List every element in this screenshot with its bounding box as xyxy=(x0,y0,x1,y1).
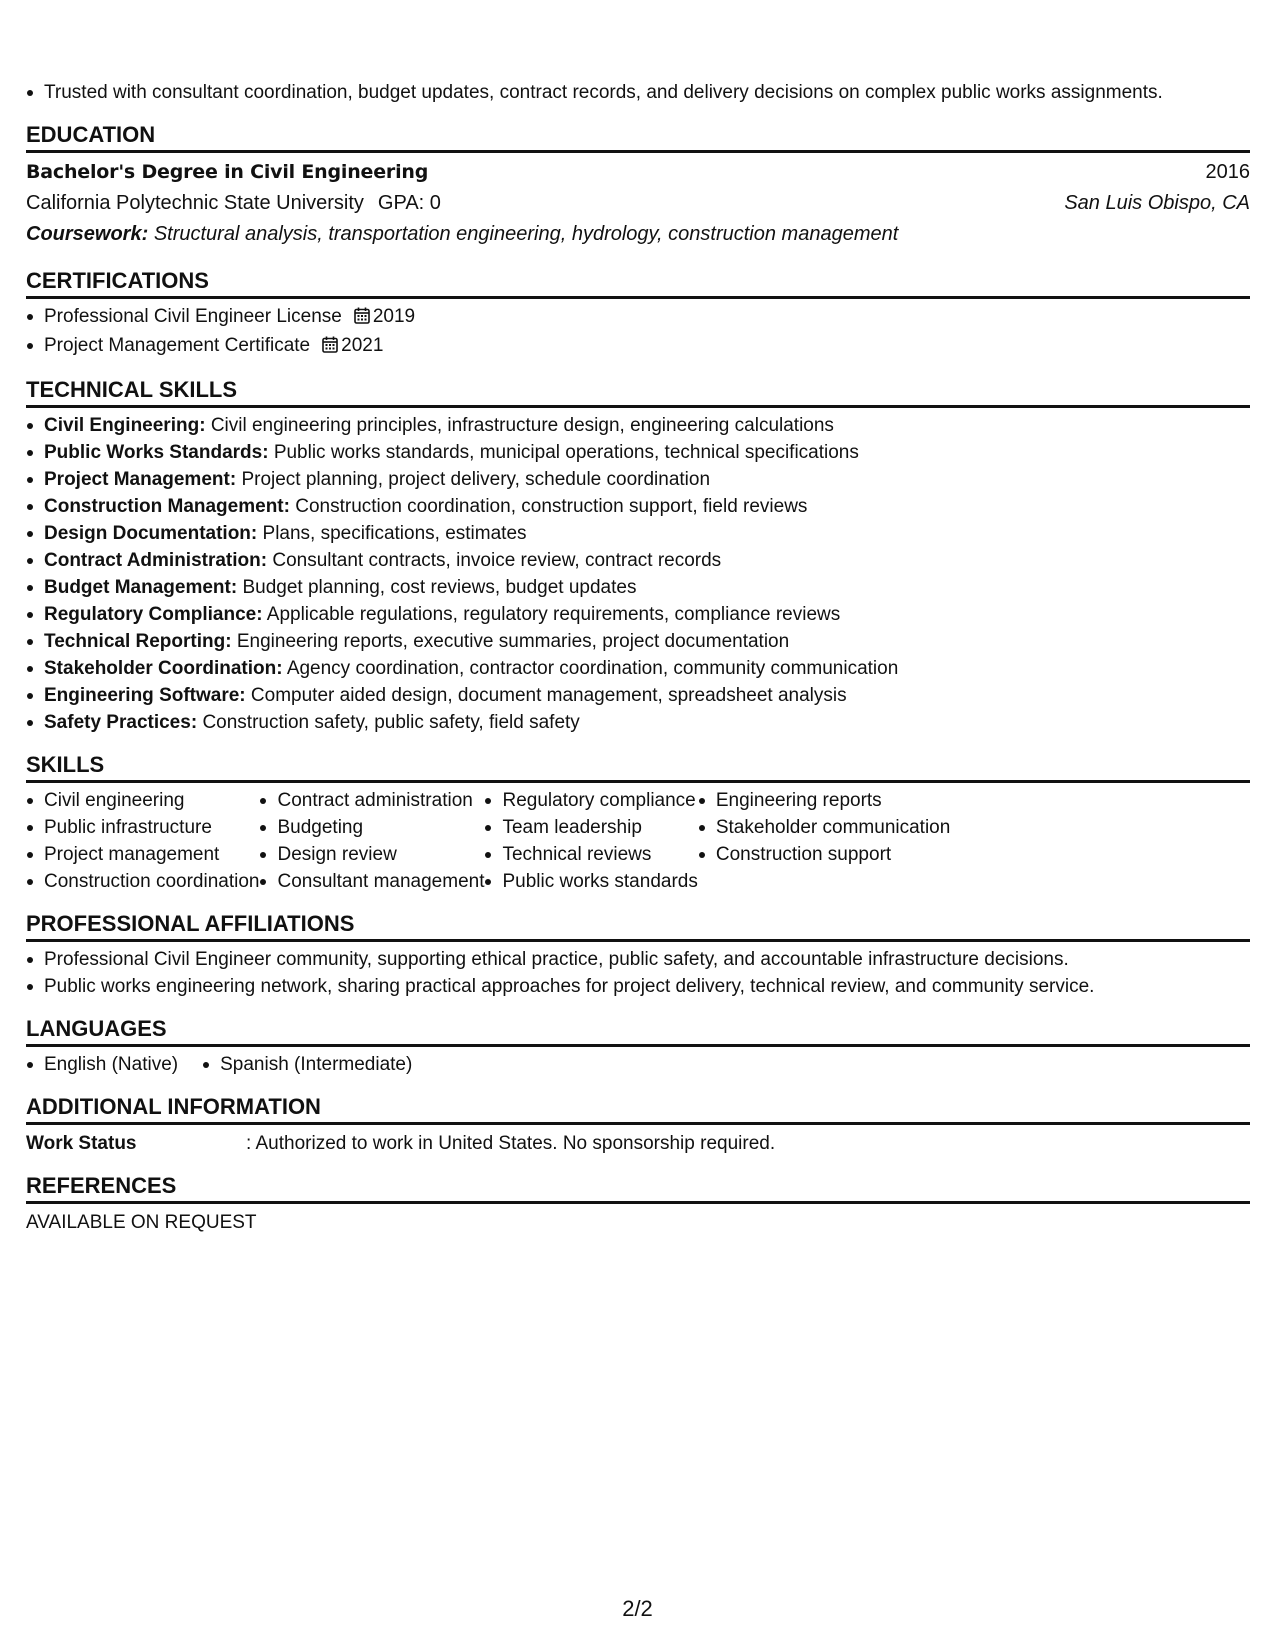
work-status-value: : Authorized to work in United States. No sponsorship required. xyxy=(246,1133,776,1154)
section-heading: EDUCATION xyxy=(26,118,1250,153)
section-heading: LANGUAGES xyxy=(26,1012,1250,1047)
skill-item: Design review xyxy=(259,841,484,868)
technical-skill-item xyxy=(26,520,1250,547)
section-heading: REFERENCES xyxy=(26,1169,1250,1204)
certification-year: 2019 xyxy=(372,306,416,327)
page-number: 2/2 xyxy=(622,1596,653,1621)
technical-skill-item xyxy=(26,682,1250,709)
skill-category-text: Construction coordination, construction support, field reviews xyxy=(295,496,808,517)
skill-item: Project management xyxy=(26,841,259,868)
skill-category-label: Contract Administration: xyxy=(44,550,268,571)
skill-category-label: Design Documentation: xyxy=(44,523,258,544)
section-heading: TECHNICAL SKILLS xyxy=(26,373,1250,408)
certification-year: 2021 xyxy=(341,335,384,356)
certification-item xyxy=(26,303,1250,332)
skills-column xyxy=(484,787,697,895)
list-item: Trusted with consultant coordination, budget updates, contract records, and delivery decisions on complex public works assignments. xyxy=(26,79,1250,106)
skills-grid xyxy=(26,787,1250,895)
gpa: GPA: 0 xyxy=(377,192,441,214)
affiliations-section xyxy=(26,907,1250,1000)
skill-item: Civil engineering xyxy=(26,787,259,814)
skill-category-label: Civil Engineering: xyxy=(44,415,206,436)
section-heading: CERTIFICATIONS xyxy=(26,264,1250,299)
technical-skill-item xyxy=(26,439,1250,466)
certification-name: Project Management Certificate xyxy=(44,335,311,356)
skills-column xyxy=(698,787,950,895)
section-heading: ADDITIONAL INFORMATION xyxy=(26,1090,1250,1125)
skill-category-text: Public works standards, municipal operations, technical specifications xyxy=(273,442,859,463)
skill-category-label: Stakeholder Coordination: xyxy=(44,658,283,679)
skill-item: Consultant management xyxy=(259,868,484,895)
skill-category-label: Construction Management: xyxy=(44,496,290,517)
technical-skill-item xyxy=(26,628,1250,655)
skill-category-text: Project planning, project delivery, schedule coordination xyxy=(241,469,711,490)
skills-section xyxy=(26,748,1250,895)
skill-category-text: Construction safety, public safety, field safety xyxy=(202,712,580,733)
language-item: Spanish (Intermediate) xyxy=(202,1051,412,1078)
skill-item: Construction coordination xyxy=(26,868,259,895)
calendar-icon xyxy=(322,334,338,361)
skill-item: Regulatory compliance xyxy=(484,787,697,814)
skill-category-label: Budget Management: xyxy=(44,577,238,598)
coursework-label: Coursework: xyxy=(26,223,149,245)
calendar-icon xyxy=(354,305,370,332)
references-text: AVAILABLE ON REQUEST xyxy=(26,1212,257,1233)
degree-title: Bachelor's Degree in Civil Engineering xyxy=(26,161,429,183)
skill-item: Engineering reports xyxy=(698,787,950,814)
references-section xyxy=(26,1169,1250,1238)
section-heading: SKILLS xyxy=(26,748,1250,783)
graduation-year: 2016 xyxy=(1205,161,1250,183)
skill-item: Contract administration xyxy=(259,787,484,814)
technical-skill-item xyxy=(26,547,1250,574)
technical-skills-list xyxy=(26,412,1250,736)
skill-item: Public works standards xyxy=(484,868,697,895)
work-status-label: Work Status xyxy=(26,1133,137,1154)
skill-category-text: Engineering reports, executive summaries, project documentation xyxy=(236,631,790,652)
skill-category-label: Public Works Standards: xyxy=(44,442,269,463)
resume-page xyxy=(26,0,1250,1238)
skill-category-label: Technical Reporting: xyxy=(44,631,232,652)
coursework-row xyxy=(26,219,1250,250)
skill-category-label: Safety Practices: xyxy=(44,712,198,733)
skill-category-text: Applicable regulations, regulatory requirements, compliance reviews xyxy=(266,604,841,625)
skill-category-label: Project Management: xyxy=(44,469,237,490)
skill-category-text: Agency coordination, contractor coordination, community communication xyxy=(286,658,899,679)
technical-skill-item xyxy=(26,655,1250,682)
skill-category-text: Computer aided design, document management, spreadsheet analysis xyxy=(250,685,847,706)
additional-info-section xyxy=(26,1090,1250,1159)
education-section xyxy=(26,118,1250,250)
skills-column xyxy=(259,787,484,895)
education-school-row xyxy=(26,188,1250,219)
skill-category-label: Engineering Software: xyxy=(44,685,246,706)
technical-skill-item xyxy=(26,601,1250,628)
experience-continuation xyxy=(26,79,1250,106)
skill-item: Construction support xyxy=(698,841,950,868)
technical-skill-item xyxy=(26,466,1250,493)
skill-item: Technical reviews xyxy=(484,841,697,868)
section-heading: PROFESSIONAL AFFILIATIONS xyxy=(26,907,1250,942)
language-item: English (Native) xyxy=(26,1051,178,1078)
education-degree-row xyxy=(26,157,1250,188)
school-location: San Luis Obispo, CA xyxy=(1064,192,1250,214)
technical-skill-item xyxy=(26,709,1250,736)
technical-skill-item xyxy=(26,493,1250,520)
languages-section xyxy=(26,1012,1250,1078)
technical-skills-section xyxy=(26,373,1250,736)
certification-item xyxy=(26,332,1250,361)
technical-skill-item xyxy=(26,574,1250,601)
skill-item: Budgeting xyxy=(259,814,484,841)
skill-category-text: Budget planning, cost reviews, budget updates xyxy=(242,577,637,598)
skill-item: Public infrastructure xyxy=(26,814,259,841)
school-name: California Polytechnic State University xyxy=(26,192,364,214)
skill-item: Stakeholder communication xyxy=(698,814,950,841)
work-status-row xyxy=(26,1129,1250,1159)
list-item: Public works engineering network, sharing practical approaches for project delivery, technical review, and community service. xyxy=(26,973,1250,1000)
technical-skill-item xyxy=(26,412,1250,439)
skill-category-text: Consultant contracts, invoice review, contract records xyxy=(272,550,722,571)
skills-column xyxy=(26,787,259,895)
skill-item: Team leadership xyxy=(484,814,697,841)
skill-category-text: Plans, specifications, estimates xyxy=(262,523,527,544)
skill-category-label: Regulatory Compliance: xyxy=(44,604,263,625)
certifications-section xyxy=(26,264,1250,361)
list-item: Professional Civil Engineer community, supporting ethical practice, public safety, and accountable infrastructure decisions. xyxy=(26,946,1250,973)
skill-category-text: Civil engineering principles, infrastructure design, engineering calculations xyxy=(210,415,834,436)
coursework-text: Structural analysis, transportation engineering, hydrology, construction management xyxy=(153,223,899,245)
certification-name: Professional Civil Engineer License xyxy=(44,306,342,327)
